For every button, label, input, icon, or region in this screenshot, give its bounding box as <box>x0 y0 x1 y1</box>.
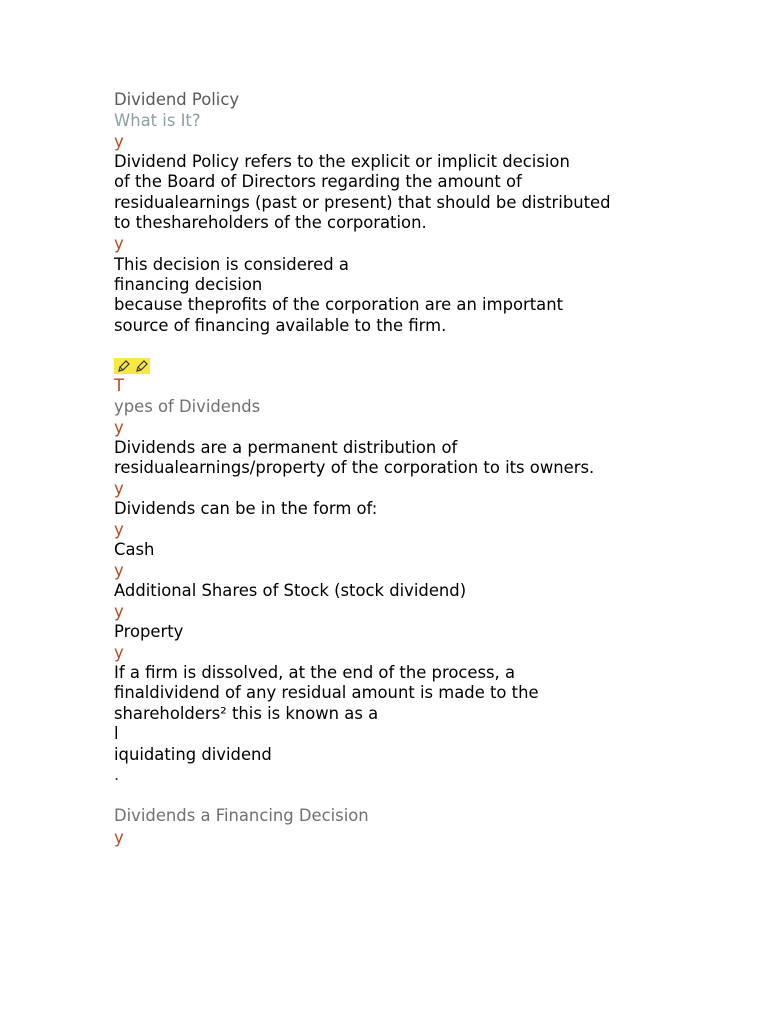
paragraph-line: residualearnings/property of the corporation to its owners. <box>114 458 595 477</box>
paragraph-line: source of financing available to the firm. <box>114 316 447 335</box>
icon-strip <box>114 358 150 374</box>
paragraph-line: residualearnings (past or present) that should be distributed <box>114 193 611 212</box>
bullet-marker: y <box>114 479 124 498</box>
paragraph-line: . <box>114 765 120 784</box>
section-heading: ypes of Dividends <box>114 397 261 416</box>
paragraph-line: shareholders² this is known as a <box>114 704 379 723</box>
list-item: Additional Shares of Stock (stock dividend) <box>114 581 467 600</box>
section-heading-initial: T <box>114 376 125 395</box>
paragraph-line: of the Board of Directors regarding the amount of <box>114 172 522 191</box>
doc-subtitle: What is It? <box>114 111 201 130</box>
paragraph-line: iquidating dividend <box>114 745 272 764</box>
paragraph-line: Dividends can be in the form of: <box>114 499 378 518</box>
paragraph-line: Dividends are a permanent distribution of <box>114 438 458 457</box>
bullet-marker: y <box>114 418 124 437</box>
bullet-marker: y <box>114 132 124 151</box>
list-item: Property <box>114 622 184 641</box>
bullet-marker: y <box>114 828 124 847</box>
doc-title: Dividend Policy <box>114 90 240 109</box>
paragraph-line: Dividend Policy refers to the explicit or implicit decision <box>114 152 570 171</box>
bullet-marker: y <box>114 643 124 662</box>
section-heading: Dividends a Financing Decision <box>114 806 369 825</box>
paragraph-line: to theshareholders of the corporation. <box>114 213 427 232</box>
paragraph-line: l <box>114 724 119 743</box>
paragraph-line: financing decision <box>114 275 263 294</box>
bullet-marker: y <box>114 602 124 621</box>
bullet-marker: y <box>114 561 124 580</box>
bullet-marker: y <box>114 520 124 539</box>
list-item: Cash <box>114 540 155 559</box>
paragraph-line: finaldividend of any residual amount is made to the <box>114 683 539 702</box>
pencil-icon <box>135 360 148 373</box>
paragraph-line: If a firm is dissolved, at the end of the process, a <box>114 663 515 682</box>
paragraph-line: This decision is considered a <box>114 255 349 274</box>
paragraph-line: because theprofits of the corporation are an important <box>114 295 564 314</box>
pencil-icon <box>117 360 130 373</box>
bullet-marker: y <box>114 234 124 253</box>
